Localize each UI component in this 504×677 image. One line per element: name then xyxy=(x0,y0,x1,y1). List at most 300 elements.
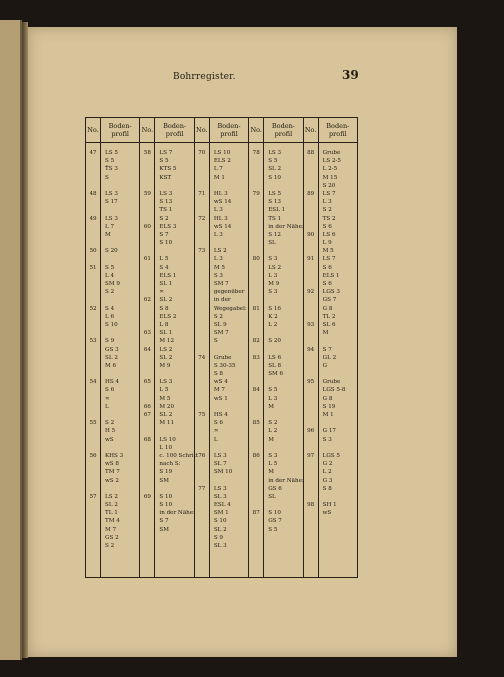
borehole-number xyxy=(86,395,100,403)
header-number-label: No. xyxy=(86,118,101,142)
table-row xyxy=(249,403,302,411)
table-row xyxy=(195,215,248,223)
table-row xyxy=(195,517,248,525)
table-row xyxy=(195,305,248,313)
soil-profile-entry xyxy=(318,370,357,378)
borehole-number xyxy=(86,239,100,247)
soil-profile-entry: M 1 xyxy=(322,412,334,418)
table-row xyxy=(249,354,302,362)
table-row xyxy=(304,198,357,206)
borehole-number xyxy=(195,264,209,272)
soil-profile-entry: TM 7 xyxy=(105,469,120,476)
table-row xyxy=(86,485,139,493)
borehole-number xyxy=(195,231,209,239)
table-row xyxy=(140,157,193,165)
soil-profile-entry: M 1 xyxy=(213,174,225,181)
table-row xyxy=(304,247,357,255)
soil-profile-entry: SL xyxy=(268,240,276,247)
borehole-number xyxy=(140,419,154,427)
table-row xyxy=(249,378,302,386)
soil-profile-entry: SL 2 xyxy=(268,166,282,173)
soil-profile-entry: L 5 xyxy=(159,256,169,263)
soil-profile-entry: S 2 xyxy=(105,289,115,296)
column-body xyxy=(86,143,139,577)
borehole-number xyxy=(140,386,154,394)
soil-profile-entry: S 6 xyxy=(213,420,223,427)
borehole-number: 82 xyxy=(252,338,260,345)
borehole-number xyxy=(140,198,154,206)
borehole-number xyxy=(304,174,318,182)
soil-profile-entry xyxy=(263,378,302,386)
borehole-number: 74 xyxy=(198,354,206,361)
borehole-number: 55 xyxy=(89,420,97,427)
soil-profile-entry: LS 3 xyxy=(105,215,118,222)
borehole-number xyxy=(249,346,263,354)
table-row xyxy=(249,509,302,517)
soil-profile-entry: M 7 xyxy=(105,526,117,533)
borehole-number xyxy=(86,542,100,550)
table-row xyxy=(140,329,193,337)
borehole-number xyxy=(304,165,318,173)
table-row xyxy=(86,288,139,296)
borehole-number xyxy=(304,313,318,321)
table-row xyxy=(304,485,357,493)
table-row xyxy=(249,239,302,247)
table-row xyxy=(140,223,193,231)
table-row xyxy=(195,190,248,198)
borehole-number xyxy=(86,296,100,304)
table-row xyxy=(86,157,139,165)
soil-profile-entry: GL 2 xyxy=(322,354,337,361)
soil-profile-entry xyxy=(100,329,139,337)
borehole-number: 95 xyxy=(307,379,315,386)
soil-profile-entry: LS 10 xyxy=(159,436,176,443)
soil-profile-entry: L 7 xyxy=(213,166,223,173)
borehole-number xyxy=(195,460,209,468)
borehole-number xyxy=(304,444,318,452)
column-header xyxy=(304,118,357,143)
soil-profile-entry: M 5 xyxy=(322,248,334,255)
soil-profile-entry: wS xyxy=(322,510,332,517)
table-row xyxy=(86,493,139,501)
table-row xyxy=(304,370,357,378)
borehole-number xyxy=(86,165,100,173)
soil-profile-entry: G 2 xyxy=(322,461,333,468)
table-row xyxy=(195,288,248,296)
borehole-number xyxy=(86,411,100,419)
table-row xyxy=(140,255,193,263)
soil-profile-entry: LS 7 xyxy=(322,190,336,197)
borehole-number xyxy=(249,526,263,534)
soil-profile-entry: LGS 5-8 xyxy=(322,387,346,394)
soil-profile-entry xyxy=(154,485,193,493)
table-row xyxy=(140,386,193,394)
borehole-number xyxy=(86,182,100,190)
soil-profile-entry: ELS 2 xyxy=(159,313,177,320)
table-row xyxy=(249,395,302,403)
register-column xyxy=(140,118,199,577)
soil-profile-entry: M xyxy=(105,231,111,238)
borehole-number: 71 xyxy=(198,190,206,197)
soil-profile-entry: gegenüber xyxy=(213,289,245,296)
table-row xyxy=(86,370,139,378)
soil-profile-entry: ELS 3 xyxy=(159,223,177,230)
borehole-number xyxy=(140,280,154,288)
table-row xyxy=(304,501,357,509)
table-row xyxy=(304,354,357,362)
borehole-number xyxy=(86,272,100,280)
borehole-number: 93 xyxy=(307,321,315,328)
soil-profile-entry: S 4 xyxy=(159,264,169,271)
soil-profile-entry: ≍ xyxy=(159,289,165,296)
borehole-number xyxy=(86,370,100,378)
table-row xyxy=(249,288,302,296)
table-row xyxy=(304,509,357,517)
soil-profile-entry: LS 2 xyxy=(105,493,118,500)
table-row xyxy=(140,288,193,296)
soil-profile-entry: M 5 xyxy=(159,395,171,402)
borehole-number xyxy=(304,264,318,272)
soil-profile-entry xyxy=(100,444,139,452)
soil-profile-entry: H 5 xyxy=(105,428,116,435)
soil-profile-entry: LS 2 xyxy=(268,264,282,271)
table-row xyxy=(249,477,302,485)
borehole-number: 66 xyxy=(143,403,151,410)
borehole-number xyxy=(195,403,209,411)
soil-profile-entry: GS 7 xyxy=(268,518,282,525)
header-number-label: No. xyxy=(140,118,155,142)
soil-profile-entry: S 4 xyxy=(105,305,115,312)
soil-profile-entry xyxy=(100,182,139,190)
soil-profile-entry xyxy=(209,403,248,411)
soil-profile-entry xyxy=(209,444,248,452)
soil-profile-entry: S 2 xyxy=(213,313,223,320)
borehole-number xyxy=(249,517,263,525)
soil-profile-entry: L 4 xyxy=(105,272,115,279)
table-row xyxy=(195,485,248,493)
borehole-number: 81 xyxy=(252,305,260,312)
borehole-number xyxy=(195,280,209,288)
soil-profile-entry: SM 7 xyxy=(213,281,229,287)
borehole-number xyxy=(86,231,100,239)
table-row xyxy=(140,362,193,370)
table-row xyxy=(249,444,302,452)
table-row xyxy=(249,272,302,280)
table-row xyxy=(304,427,357,435)
borehole-number xyxy=(249,362,263,370)
borehole-number xyxy=(304,206,318,214)
table-row xyxy=(249,370,302,378)
borehole-number xyxy=(249,321,263,329)
table-row xyxy=(195,346,248,354)
borehole-number xyxy=(249,165,263,173)
borehole-number xyxy=(140,321,154,329)
table-row xyxy=(195,182,248,190)
borehole-number: 69 xyxy=(143,493,151,500)
table-row xyxy=(195,337,248,345)
table-row xyxy=(86,255,139,263)
soil-profile-entry: LS 5 xyxy=(268,190,282,197)
soil-profile-entry xyxy=(263,296,302,304)
borehole-number xyxy=(304,329,318,337)
profile-lines xyxy=(86,149,139,550)
soil-profile-entry: SM 7 xyxy=(213,330,229,337)
soil-profile-entry xyxy=(209,182,248,190)
borehole-number xyxy=(249,444,263,452)
soil-profile-entry: L 8 xyxy=(159,321,169,328)
table-row xyxy=(249,493,302,501)
table-row xyxy=(140,264,193,272)
table-row xyxy=(140,436,193,444)
soil-profile-entry: M 20 xyxy=(159,403,175,410)
soil-profile-entry: LS 7 xyxy=(322,256,336,263)
soil-profile-entry: ESL 1 xyxy=(268,207,286,214)
borehole-number: 64 xyxy=(143,346,151,353)
soil-profile-entry: M 12 xyxy=(159,338,175,345)
soil-profile-entry: SL 9 xyxy=(213,321,227,328)
soil-profile-entry: L 7 xyxy=(105,223,115,230)
soil-profile-entry: L 3 xyxy=(213,256,223,263)
borehole-number xyxy=(304,403,318,411)
borehole-number xyxy=(140,313,154,321)
borehole-number: 79 xyxy=(252,190,260,197)
borehole-number: 91 xyxy=(307,256,315,263)
borehole-number xyxy=(195,255,209,263)
soil-profile-entry: S 5 xyxy=(268,158,278,165)
soil-profile-entry xyxy=(318,493,357,501)
soil-profile-entry: LS 2 xyxy=(213,248,227,255)
table-row xyxy=(304,313,357,321)
column-header xyxy=(140,118,193,143)
borehole-number: 50 xyxy=(89,248,97,255)
table-row xyxy=(304,149,357,157)
soil-profile-entry: S 5 xyxy=(105,264,115,271)
soil-profile-entry: L 5 xyxy=(268,461,278,468)
table-row xyxy=(140,313,193,321)
soil-profile-entry: M xyxy=(268,469,274,476)
table-row xyxy=(140,149,193,157)
borehole-number xyxy=(86,280,100,288)
table-row xyxy=(304,215,357,223)
table-row xyxy=(195,149,248,157)
table-row xyxy=(86,190,139,198)
table-row xyxy=(140,419,193,427)
soil-profile-entry: TS 1 xyxy=(159,207,173,214)
table-row xyxy=(304,223,357,231)
borehole-register-table xyxy=(85,117,358,578)
soil-profile-entry: S 10 xyxy=(159,502,173,509)
borehole-number xyxy=(304,198,318,206)
table-row xyxy=(304,239,357,247)
table-row xyxy=(304,337,357,345)
table-row xyxy=(195,468,248,476)
soil-profile-entry: TM 4 xyxy=(105,518,120,525)
table-row xyxy=(249,419,302,427)
soil-profile-entry xyxy=(318,419,357,427)
soil-profile-entry xyxy=(209,346,248,354)
borehole-number: 58 xyxy=(143,150,151,156)
soil-profile-entry: Grube xyxy=(213,354,232,361)
soil-profile-entry: G xyxy=(322,362,328,369)
table-row xyxy=(140,280,193,288)
soil-profile-entry: M xyxy=(268,403,274,410)
table-row xyxy=(140,190,193,198)
table-row xyxy=(86,313,139,321)
borehole-number xyxy=(195,174,209,182)
table-row xyxy=(86,305,139,313)
soil-profile-entry: SM 10 xyxy=(213,469,233,476)
soil-profile-entry: S 6 xyxy=(105,387,115,394)
soil-profile-entry: SL 1 xyxy=(159,330,173,337)
soil-profile-entry: S 3 xyxy=(322,436,332,443)
soil-profile-entry: wS 8 xyxy=(105,461,119,468)
borehole-number xyxy=(304,337,318,345)
borehole-number xyxy=(304,436,318,444)
table-row xyxy=(304,296,357,304)
soil-profile-entry: M 11 xyxy=(159,420,175,427)
soil-profile-entry: S 10 xyxy=(105,321,118,328)
borehole-number xyxy=(249,468,263,476)
soil-profile-entry: S 5 xyxy=(268,526,278,533)
soil-profile-entry: TS 2 xyxy=(322,215,336,222)
table-row xyxy=(304,280,357,288)
soil-profile-entry: S 20 xyxy=(322,182,336,189)
borehole-number xyxy=(304,395,318,403)
table-row xyxy=(86,247,139,255)
table-row xyxy=(86,395,139,403)
table-row xyxy=(195,378,248,386)
soil-profile-entry xyxy=(318,444,357,452)
table-row xyxy=(249,517,302,525)
soil-profile-entry: ELS 2 xyxy=(213,158,231,165)
table-row xyxy=(86,239,139,247)
table-row xyxy=(304,411,357,419)
soil-profile-entry: SL 3 xyxy=(213,543,227,549)
table-row xyxy=(195,419,248,427)
table-row xyxy=(304,174,357,182)
soil-profile-entry: SL 2 xyxy=(105,502,118,509)
soil-profile-entry: S 10 xyxy=(159,493,173,500)
table-row xyxy=(140,165,193,173)
borehole-number: 98 xyxy=(307,502,315,509)
table-row xyxy=(86,386,139,394)
soil-profile-entry: G 3 xyxy=(322,477,333,484)
borehole-number: 60 xyxy=(143,223,151,230)
soil-profile-entry: L 2-5 xyxy=(322,166,338,173)
borehole-number xyxy=(195,526,209,534)
borehole-number: 59 xyxy=(143,190,151,197)
borehole-number xyxy=(140,215,154,223)
borehole-number xyxy=(140,239,154,247)
borehole-number xyxy=(140,395,154,403)
table-row xyxy=(195,165,248,173)
table-row xyxy=(249,436,302,444)
table-row xyxy=(249,215,302,223)
table-row xyxy=(140,517,193,525)
table-row xyxy=(86,436,139,444)
table-row xyxy=(86,354,139,362)
borehole-number: 76 xyxy=(198,452,206,459)
soil-profile-entry xyxy=(100,370,139,378)
table-row xyxy=(304,272,357,280)
borehole-number: 63 xyxy=(143,330,151,337)
soil-profile-entry: L xyxy=(213,436,218,443)
table-row xyxy=(304,231,357,239)
soil-profile-entry: S 5 xyxy=(159,158,169,165)
borehole-number xyxy=(140,337,154,345)
table-row xyxy=(195,223,248,231)
borehole-number xyxy=(86,526,100,534)
borehole-number xyxy=(249,403,263,411)
table-row xyxy=(195,386,248,394)
soil-profile-entry: S 10 xyxy=(268,174,281,181)
table-row xyxy=(195,198,248,206)
soil-profile-entry: LS 3 xyxy=(105,190,118,197)
soil-profile-entry: GS 2 xyxy=(105,534,119,541)
soil-profile-entry: wS 2 xyxy=(105,477,119,484)
column-body xyxy=(249,143,302,577)
page-number: 39 xyxy=(342,68,359,82)
soil-profile-entry: S 3 xyxy=(213,272,223,279)
left-page-edge xyxy=(0,20,22,660)
borehole-number: 67 xyxy=(143,412,151,418)
borehole-number xyxy=(249,477,263,485)
borehole-number: 85 xyxy=(252,420,260,427)
soil-profile-entry: Wegegabel: xyxy=(213,305,247,312)
table-row xyxy=(195,296,248,304)
soil-profile-entry xyxy=(100,411,139,419)
table-row xyxy=(195,395,248,403)
soil-profile-entry: Grube xyxy=(322,150,341,156)
table-row xyxy=(140,485,193,493)
table-row xyxy=(86,378,139,386)
soil-profile-entry: HL 3 xyxy=(213,190,228,197)
soil-profile-entry: S 19 xyxy=(159,469,173,476)
table-row xyxy=(304,403,357,411)
table-row xyxy=(140,239,193,247)
borehole-number xyxy=(304,468,318,476)
soil-profile-entry: LS 3 xyxy=(268,150,282,156)
borehole-number: 56 xyxy=(89,452,97,459)
table-row xyxy=(195,370,248,378)
borehole-number xyxy=(140,485,154,493)
borehole-number xyxy=(195,272,209,280)
soil-profile-entry: L 3 xyxy=(268,272,278,279)
table-row xyxy=(195,255,248,263)
table-row xyxy=(86,206,139,214)
borehole-number: 51 xyxy=(89,264,97,271)
table-row xyxy=(249,280,302,288)
borehole-number: 96 xyxy=(307,428,315,435)
table-row xyxy=(249,329,302,337)
table-row xyxy=(86,534,139,542)
table-row xyxy=(86,321,139,329)
table-row xyxy=(249,296,302,304)
header-profile-label: Boden-profil xyxy=(217,122,241,138)
borehole-number xyxy=(140,460,154,468)
header-profile-label: Boden-profil xyxy=(163,122,187,138)
table-row xyxy=(249,223,302,231)
borehole-number xyxy=(249,427,263,435)
soil-profile-entry: S 7 xyxy=(159,518,169,525)
soil-profile-entry: M 9 xyxy=(268,281,280,287)
borehole-number xyxy=(249,174,263,182)
table-row xyxy=(304,444,357,452)
borehole-number xyxy=(304,239,318,247)
table-row xyxy=(86,165,139,173)
soil-profile-entry: SL 8 xyxy=(268,362,282,369)
table-row xyxy=(140,321,193,329)
